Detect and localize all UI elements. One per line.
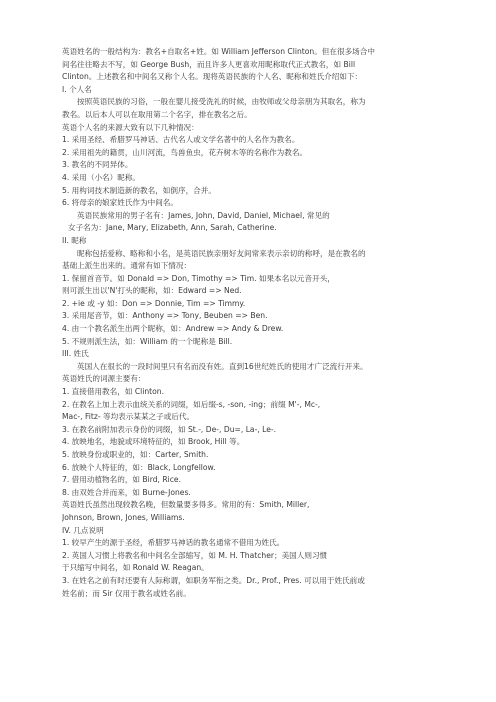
- text-line: I. 个人名: [62, 84, 92, 94]
- text-line: III. 姓氏: [62, 349, 89, 359]
- text-line: 英国人在很长的一段时间里只有名而没有姓。直到16世纪姓氏的使用才广泛流行开来。: [77, 361, 368, 371]
- text-line: 3. 采用尾音节，如：Anthony => Tony, Beuben => Ben.: [62, 311, 268, 321]
- text-line: 教名。以后本人可以在取用第二个名字，排在教名之后。: [62, 109, 252, 119]
- text-line: 1. 采用圣经、希腊罗马神话、古代名人或文学名著中的人名作为教名。: [62, 135, 300, 145]
- text-line: 2. +ie 或 -y 如：Don => Donnie, Tim => Timmy.: [62, 298, 246, 308]
- document-body: [62, 46, 440, 600]
- text-line: 1. 较早产生的源于圣经，希腊罗马神话的教名通常不借用为姓氏。: [62, 538, 285, 548]
- text-line: 昵称包括爱称、略称和小名，是英语民族亲朋好友间常来表示亲切的称呼，是在教名的: [77, 248, 366, 258]
- text-line: 2. 在教名上加上表示血统关系的词缀，如后缀-s, -son, -ing；前缀 M'-, Mc-,: [62, 399, 321, 409]
- text-line: 英语姓氏虽然出现较教名晚，但数量要多得多。常用的有：Smith, Miller,: [62, 500, 310, 510]
- text-line: IV. 几点说明: [62, 525, 104, 535]
- text-line: 5. 不规则派生法，如：William 的一个昵称是 Bill.: [62, 336, 233, 346]
- text-line: 4. 采用（小名）昵称。: [62, 172, 141, 182]
- text-line: 7. 借用动植物名的，如 Bird, Rice.: [62, 475, 182, 485]
- text-line: 女子名为：Jane, Mary, Elizabeth, Ann, Sarah, Catherine.: [68, 223, 277, 233]
- text-line: 8. 由双姓合并而来，如 Burne-Jones.: [62, 487, 191, 497]
- text-line: 按照英语民族的习俗，一般在婴儿接受洗礼的时候，由牧师或父母亲朋为其取名，称为: [77, 97, 366, 107]
- text-line: 2. 采用祖先的籍贯，山川河流，鸟兽鱼虫，花卉树木等的名称作为教名。: [62, 147, 308, 157]
- text-line: Clinton。上述教名和中间名又称个人名。现将英语民族的个人名、昵称和姓氏介绍如下：: [62, 72, 363, 82]
- text-line: 5. 用构词技术制造新的教名，如倒序，合并。: [62, 185, 216, 195]
- text-line: 则可派生出以'N'打头的昵称，如：Edward => Ned.: [62, 286, 242, 296]
- text-line: 2. 英国人习惯上将教名和中间名全部缩写，如 M. H. Thatcher；美国人则习惯: [62, 550, 328, 560]
- text-line: 6. 将母亲的娘家姓氏作为中间名。: [62, 198, 178, 208]
- text-line: 3. 在教名前附加表示身份的词缀，如 St.-, De-, Du=, La-, Le-.: [62, 424, 277, 434]
- text-line: 3. 在姓名之前有时还要有人际称谓，如职务军衔之类。Dr., Prof., Pres. 可以用于姓氏前或: [62, 575, 365, 585]
- text-line: 3. 教名的不同异体。: [62, 160, 133, 170]
- text-line: 姓名前；而 Sir 仅用于教名或姓名前。: [62, 588, 191, 598]
- text-line: II. 昵称: [62, 235, 87, 245]
- text-line: Johnson, Brown, Jones, Williams.: [62, 512, 185, 522]
- text-line: 英语姓氏的词源主要有：: [62, 374, 146, 384]
- text-line: 1. 直接借用教名，如 Clinton.: [62, 387, 165, 397]
- text-line: 英语民族常用的男子名有：James, John, David, Daniel, Michael, 常见的: [77, 210, 330, 220]
- text-line: 于只缩写中间名，如 Ronald W. Reagan。: [62, 563, 209, 573]
- text-line: Mac-, Fitz- 等均表示某某之子或后代。: [62, 412, 195, 422]
- text-line: 英语姓名的一般结构为：教名+自取名+姓。如 William Jefferson Clinton。但在很多场合中: [62, 47, 375, 56]
- text-line: 5. 放映身份或职业的，如：Carter, Smith.: [62, 450, 209, 459]
- text-line: 4. 由一个教名派生出两个昵称，如：Andrew => Andy & Drew.: [62, 324, 284, 334]
- text-line: 英语个人名的来源大致有以下几种情况：: [62, 122, 199, 132]
- text-line: 基础上派生出来的。通常有如下情况：: [62, 261, 192, 271]
- text-line: 间名往往略去不写，如 George Bush，而且许多人更喜欢用昵称取代正式教名，如 Bill: [62, 59, 356, 69]
- text-line: 4. 放映地名，地貌或环境特征的，如 Brook, Hill 等。: [62, 437, 245, 447]
- text-line: 1. 保留首音节。如 Donald => Don, Timothy => Tim. 如果本名以元音开头，: [62, 273, 335, 283]
- text-line: 6. 放映个人特征的，如：Black, Longfellow.: [62, 462, 216, 472]
